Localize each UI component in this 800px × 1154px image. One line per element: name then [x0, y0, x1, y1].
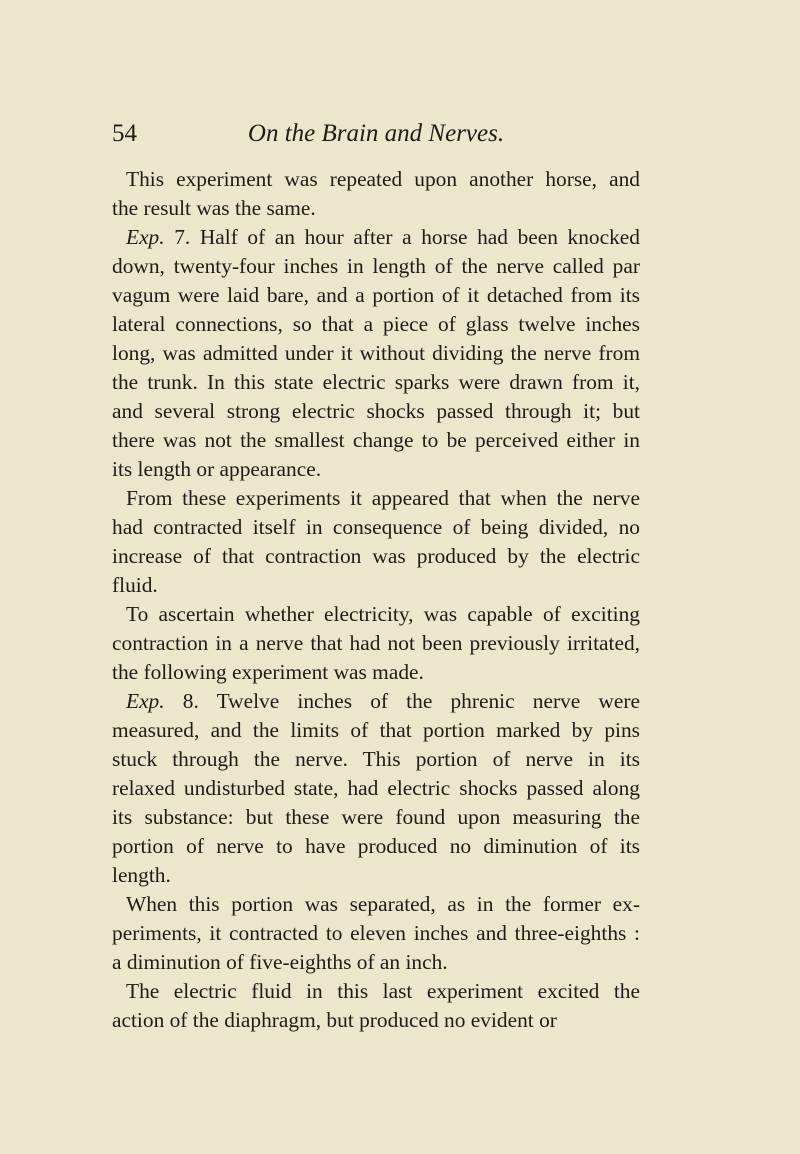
italic-lead: Exp.: [126, 689, 165, 713]
line-text: contraction in a nerve that had not been previously irritated,: [112, 631, 640, 655]
text-line: [112, 542, 640, 571]
text-line: [112, 455, 640, 484]
italic-lead: Exp.: [126, 225, 165, 249]
text-line: [112, 658, 640, 687]
text-line: [112, 339, 640, 368]
line-text: action of the diaphragm, but produced no evident or: [112, 1008, 557, 1032]
line-text: 7. Half of an hour after a horse had been knocked: [164, 225, 640, 249]
line-text: From these experiments it appeared that when the nerve: [126, 486, 640, 510]
line-text: vagum were laid bare, and a portion of it detached from its: [112, 283, 640, 307]
line-text: its substance: but these were found upon measuring the: [112, 805, 640, 829]
body-text: [112, 165, 640, 1035]
text-line: [112, 716, 640, 745]
line-text: To ascertain whether electricity, was capable of exciting: [126, 602, 640, 626]
line-text: When this portion was separated, as in the former ex-: [126, 892, 640, 916]
line-text: portion of nerve to have produced no diminution of its: [112, 834, 640, 858]
text-line: [112, 1006, 640, 1035]
text-line: [112, 629, 640, 658]
line-text: stuck through the nerve. This portion of nerve in its: [112, 747, 640, 771]
line-text: lateral connections, so that a piece of glass twelve inches: [112, 312, 640, 336]
text-line: [112, 165, 640, 194]
text-line: [112, 281, 640, 310]
text-line: [112, 977, 640, 1006]
text-line: [112, 397, 640, 426]
text-line: [112, 571, 640, 600]
line-text: length.: [112, 863, 171, 887]
line-text: the result was the same.: [112, 196, 316, 220]
line-text: The electric fluid in this last experiment excited the: [126, 979, 640, 1003]
text-line: [112, 484, 640, 513]
text-line: [112, 919, 640, 948]
line-text: and several strong electric shocks passed through it; but: [112, 399, 640, 423]
line-text: increase of that contraction was produced by the electric: [112, 544, 640, 568]
text-line: [112, 223, 640, 252]
text-line: [112, 687, 640, 716]
line-text: the trunk. In this state electric sparks were drawn from it,: [112, 370, 640, 394]
line-text: there was not the smallest change to be perceived either in: [112, 428, 640, 452]
text-line: [112, 513, 640, 542]
page-header: [112, 120, 640, 152]
text-line: [112, 194, 640, 223]
line-text: periments, it contracted to eleven inches and three-eighths :: [112, 921, 640, 945]
line-text: a diminution of five-eighths of an inch.: [112, 950, 448, 974]
text-line: [112, 803, 640, 832]
text-line: [112, 600, 640, 629]
text-line: [112, 426, 640, 455]
line-text: This experiment was repeated upon another horse, and: [126, 167, 640, 191]
page-number: 54: [112, 120, 137, 147]
text-line: [112, 745, 640, 774]
line-text: 8. Twelve inches of the phrenic nerve were: [164, 689, 640, 713]
text-line: [112, 832, 640, 861]
line-text: down, twenty-four inches in length of the nerve called par: [112, 254, 640, 278]
running-title: On the Brain and Nerves.: [247, 120, 505, 147]
text-line: [112, 890, 640, 919]
text-line: [112, 861, 640, 890]
text-line: [112, 252, 640, 281]
text-line: [112, 948, 640, 977]
text-line: [112, 774, 640, 803]
line-text: measured, and the limits of that portion marked by pins: [112, 718, 640, 742]
text-line: [112, 310, 640, 339]
line-text: long, was admitted under it without dividing the nerve from: [112, 341, 640, 365]
line-text: relaxed undisturbed state, had electric shocks passed along: [112, 776, 640, 800]
line-text: its length or appearance.: [112, 457, 322, 481]
line-text: the following experiment was made.: [112, 660, 424, 684]
line-text: had contracted itself in consequence of being divided, no: [112, 515, 640, 539]
text-line: [112, 368, 640, 397]
line-text: fluid.: [112, 573, 158, 597]
